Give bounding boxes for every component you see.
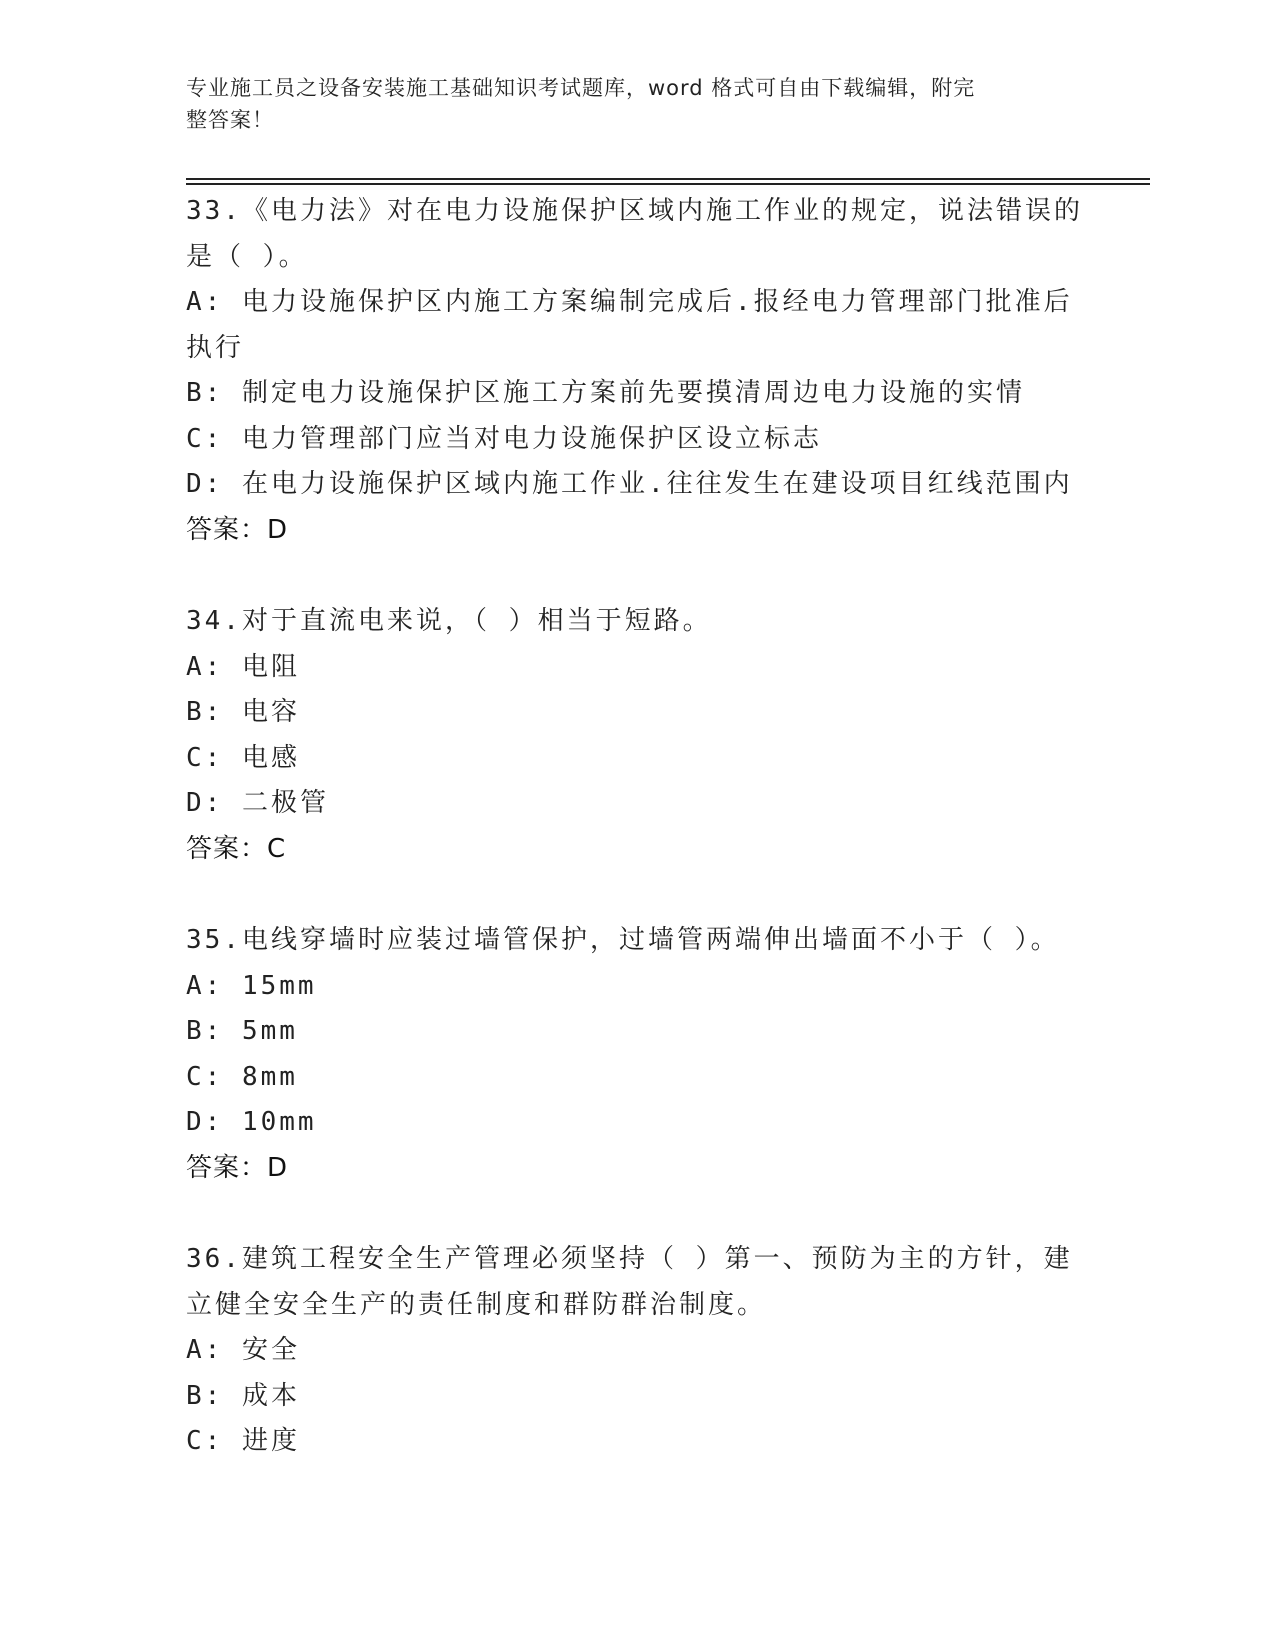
option-a: A: 电阻 [186, 651, 300, 682]
header-line-1: 专业施工员之设备安装施工基础知识考试题库，word 格式可自由下载编辑，附完 [186, 76, 976, 100]
question-stem: 34.对于直流电来说，（ ）相当于短路。 [186, 606, 712, 636]
document-header [186, 72, 1066, 136]
option-b: B: 电容 [186, 697, 300, 727]
option-a-continued: 执行 [186, 332, 245, 363]
option-c: C: 8mm [186, 1061, 298, 1092]
question-36 [186, 1237, 1086, 1465]
header-divider-top [186, 178, 1150, 180]
question-34 [186, 599, 1086, 872]
question-stem: 立健全安全生产的责任制度和群防群治制度。 [186, 1289, 767, 1320]
question-list [186, 189, 1086, 1465]
option-a: A: 安全 [186, 1335, 300, 1365]
answer: 答案：D [186, 514, 289, 545]
option-c: C: 进度 [186, 1426, 300, 1456]
question-35 [186, 918, 1086, 1191]
answer: 答案：D [186, 1152, 289, 1183]
header-line-2: 整答案！ [186, 108, 274, 132]
option-b: B: 5mm [186, 1016, 298, 1046]
question-33 [186, 189, 1086, 553]
question-stem: 36.建筑工程安全生产管理必须坚持（ ）第一、预防为主的方针，建 [186, 1244, 1073, 1274]
header-divider-bottom [186, 183, 1150, 185]
answer: 答案：C [186, 833, 287, 864]
option-d: D: 10mm [186, 1107, 317, 1137]
option-c: C: 电力管理部门应当对电力设施保护区设立标志 [186, 423, 822, 454]
option-d: D: 二极管 [186, 788, 329, 818]
option-b: B: 成本 [186, 1380, 300, 1411]
question-stem: 33.《电力法》对在电力设施保护区域内施工作业的规定，说法错误的 [186, 196, 1083, 226]
option-b: B: 制定电力设施保护区施工方案前先要摸清周边电力设施的实情 [186, 378, 1025, 408]
option-c: C: 电感 [186, 742, 300, 773]
option-a: A: 15mm [186, 970, 317, 1001]
question-stem: 是（ ）。 [186, 241, 308, 272]
question-stem: 35.电线穿墙时应装过墙管保护，过墙管两端伸出墙面不小于（ ）。 [186, 925, 1060, 955]
option-d: D: 在电力设施保护区域内施工作业.往往发生在建设项目红线范围内 [186, 469, 1073, 499]
option-a: A: 电力设施保护区内施工方案编制完成后.报经电力管理部门批准后 [186, 287, 1073, 317]
